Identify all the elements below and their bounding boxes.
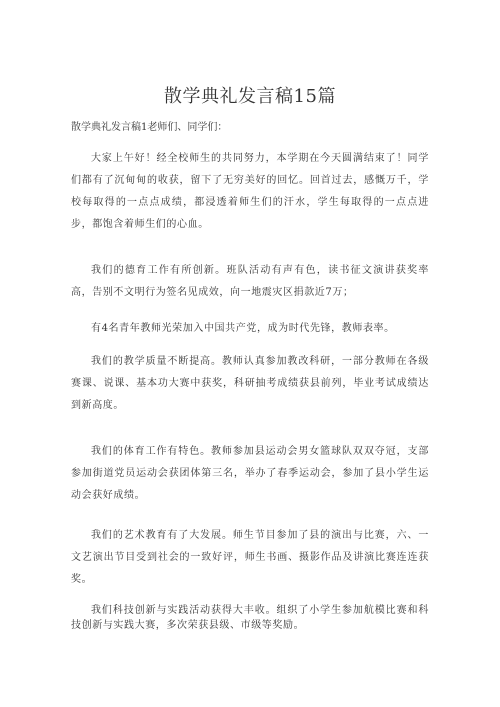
document-subtitle: 散学典礼发言稿1老师们、同学们： (71, 122, 228, 133)
paragraph-3: 有4名青年教师光荣加入中国共产党，成为时代先锋，教师表率。 (91, 323, 395, 334)
document-title: 散学典礼发言稿15篇 (164, 86, 336, 107)
paragraph-2: 我们的德育工作有所创新。班队活动有声有色，读书征文演讲获奖率高，告别不文明行为签名见成效，向一地震灾区捐款近7万； (71, 265, 429, 298)
paragraph-7: 我们科技创新与实践活动获得大丰收。组织了小学生参加航模比赛和科技创新与实践大赛，多次荣获县级、市级等奖励。 (71, 605, 429, 631)
paragraph-6: 我们的艺术教育有了大发展。师生节目参加了县的演出与比赛，六、一文艺演出节目受到社会的一致好评，师生书画、摄影作品及讲演比赛连连获奖。 (71, 530, 429, 585)
paragraph-5: 我们的体育工作有特色。教师参加县运动会男女篮球队双双夺冠，支部参加街道党员运动会获团体第三名，举办了春季运动会，参加了县小学生运动会获好成绩。 (71, 446, 429, 501)
paragraph-4: 我们的教学质量不断提高。教师认真参加教改科研，一部分教师在各级赛课、说课、基本功大赛中获奖，科研抽考成绩获县前列，毕业考试成绩达到新高度。 (71, 356, 429, 411)
paragraph-1: 大家上午好！经全校师生的共同努力，本学期在今天圆满结束了！同学们都有了沉甸甸的收获，留下了无穷美好的回忆。回首过去，感慨万千，学校每取得的一点点成绩，都浸透着师生们的汗水，学生每取得的一点点进步，都饱含着师生们的心血。 (71, 153, 429, 230)
